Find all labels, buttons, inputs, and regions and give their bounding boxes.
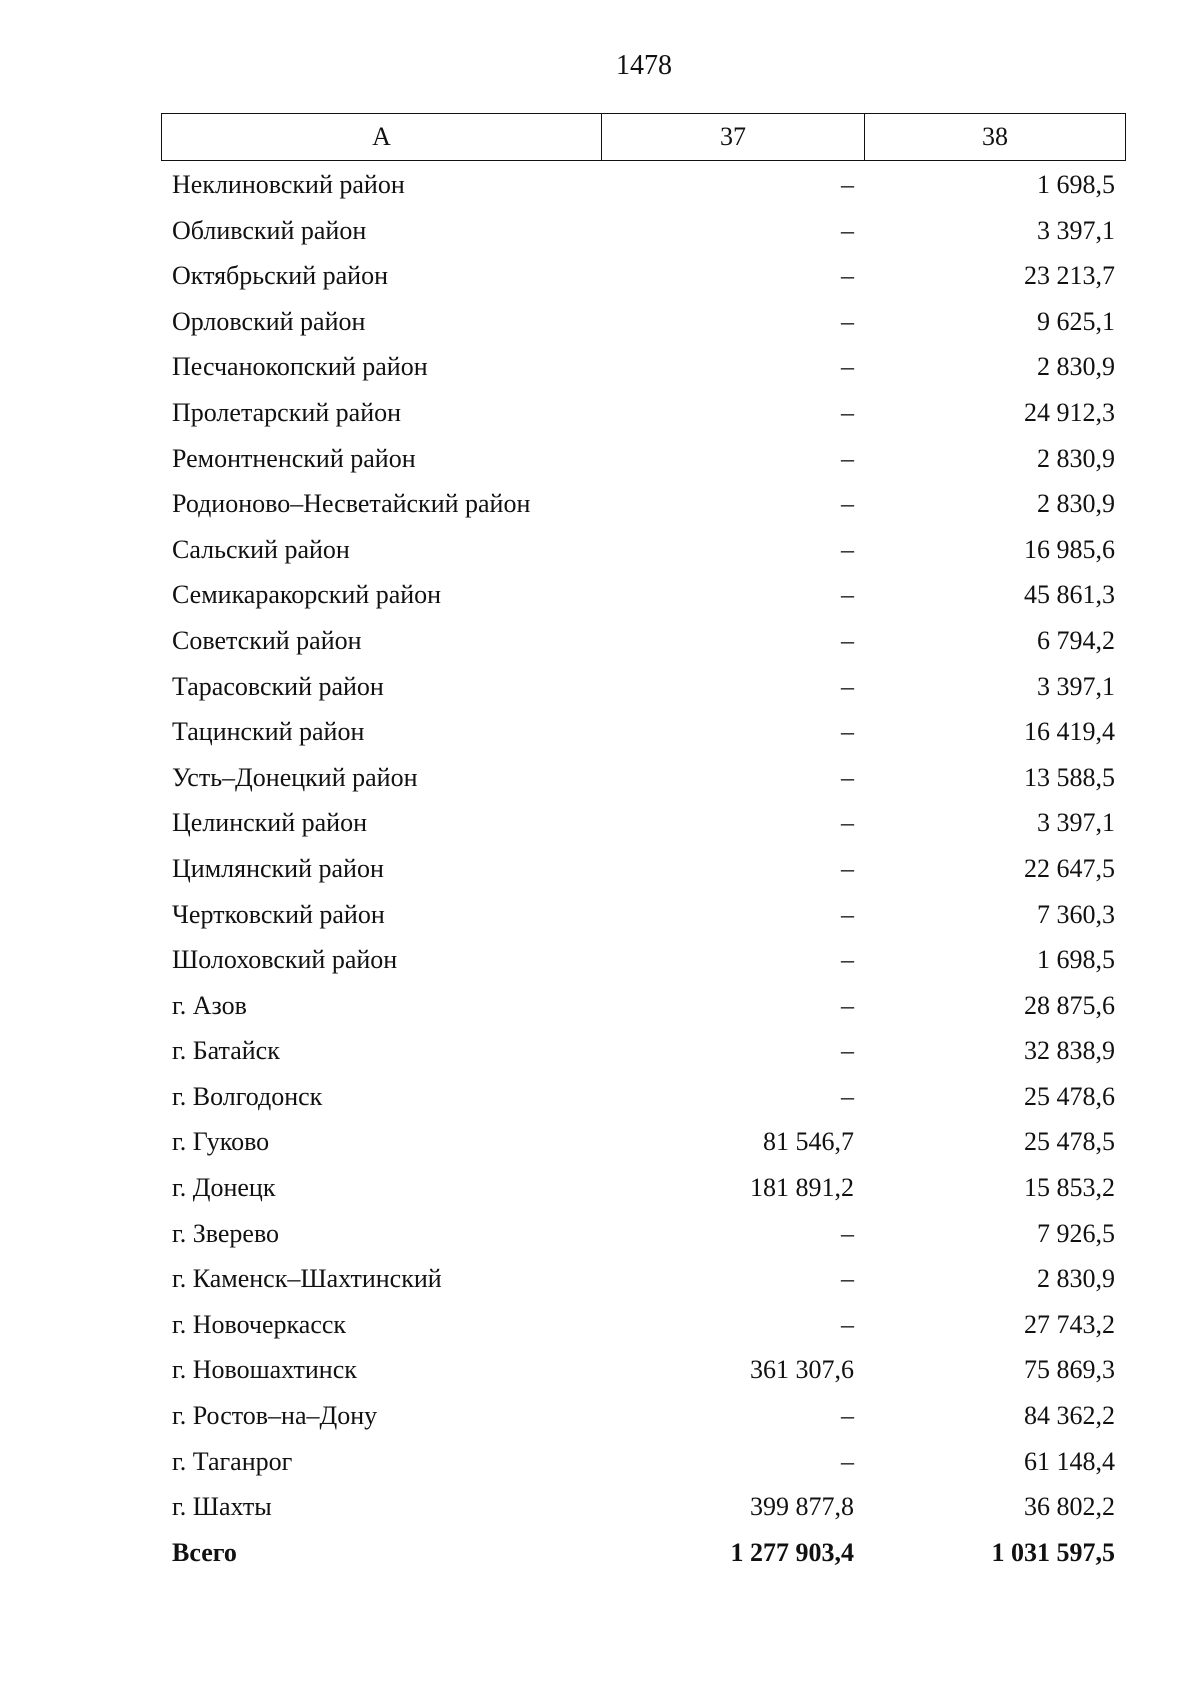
table-row	[161, 709, 1126, 755]
row-value-37: –	[841, 1036, 854, 1066]
row-value-37: –	[841, 306, 854, 336]
row-name: Сальский район	[172, 534, 350, 564]
row-value-38: 36 802,2	[1024, 1492, 1115, 1522]
row-value-37: –	[841, 1264, 854, 1294]
table-row	[161, 1484, 1126, 1530]
row-value-38: 61 148,4	[1024, 1446, 1115, 1476]
row-value-38: 9 625,1	[1037, 306, 1115, 336]
row-value-37: –	[841, 762, 854, 792]
row-name: г. Таганрог	[172, 1446, 293, 1476]
row-value-37: –	[841, 534, 854, 564]
row-value-37: –	[841, 443, 854, 473]
row-value-37: 181 891,2	[750, 1173, 854, 1203]
column-header-38: 38	[982, 122, 1008, 151]
table-row	[161, 344, 1126, 390]
row-value-38: 2 830,9	[1037, 1264, 1115, 1294]
row-value-37: –	[841, 170, 854, 199]
row-value-37: –	[841, 899, 854, 929]
row-value-37: –	[841, 489, 854, 519]
table-row	[161, 299, 1126, 345]
table-row	[161, 755, 1126, 801]
table-row	[161, 1347, 1126, 1393]
total-label: Всего	[172, 1537, 237, 1567]
table-row	[161, 1119, 1126, 1165]
row-name: г. Гуково	[172, 1127, 270, 1157]
row-value-38: 3 397,1	[1037, 215, 1115, 245]
row-value-38: 75 869,3	[1024, 1355, 1115, 1385]
table-row	[161, 481, 1126, 527]
table-header	[161, 113, 1126, 161]
row-name: Неклиновский район	[172, 170, 405, 199]
table-row	[161, 983, 1126, 1029]
table-body	[161, 162, 1126, 1575]
row-value-37: –	[841, 352, 854, 382]
row-value-37: –	[841, 808, 854, 838]
row-name: г. Шахты	[172, 1492, 272, 1522]
row-name: Песчанокопский район	[172, 352, 428, 382]
row-value-38: 24 912,3	[1024, 397, 1115, 427]
row-name: Шолоховский район	[172, 945, 398, 975]
row-value-38: 27 743,2	[1024, 1309, 1115, 1339]
row-value-37: 399 877,8	[750, 1492, 854, 1522]
row-value-38: 3 397,1	[1037, 671, 1115, 701]
row-name: Усть–Донецкий район	[172, 762, 418, 792]
row-name: Тарасовский район	[172, 671, 384, 701]
row-value-38: 2 830,9	[1037, 489, 1115, 519]
row-name: Обливский район	[172, 215, 367, 245]
table-row	[161, 1393, 1126, 1439]
row-value-38: 25 478,6	[1024, 1081, 1115, 1111]
row-name: Октябрьский район	[172, 261, 388, 291]
row-value-38: 2 830,9	[1037, 443, 1115, 473]
row-value-37: –	[841, 1218, 854, 1248]
row-name: Тацинский район	[172, 717, 365, 747]
table-row	[161, 208, 1126, 254]
row-name: г. Каменск–Шахтинский	[172, 1264, 442, 1294]
row-value-37: –	[841, 1081, 854, 1111]
row-name: г. Зверево	[172, 1218, 280, 1248]
row-value-37: 361 307,6	[750, 1355, 854, 1385]
row-value-38: 2 830,9	[1037, 352, 1115, 382]
table-row	[161, 253, 1126, 299]
row-value-38: 28 875,6	[1024, 990, 1115, 1020]
row-value-38: 15 853,2	[1024, 1173, 1115, 1203]
table-row	[161, 527, 1126, 573]
row-name: г. Новошахтинск	[172, 1355, 357, 1385]
table-row	[161, 162, 1126, 208]
row-value-38: 84 362,2	[1024, 1401, 1115, 1431]
column-header-37: 37	[602, 114, 865, 160]
row-value-38: 7 926,5	[1037, 1218, 1115, 1248]
table-row	[161, 436, 1126, 482]
row-value-37: –	[841, 580, 854, 610]
row-value-37: –	[841, 990, 854, 1020]
row-name: Пролетарский район	[172, 397, 402, 427]
row-value-38: 16 985,6	[1024, 534, 1115, 564]
page-number: 1478	[616, 50, 672, 81]
table-row	[161, 1028, 1126, 1074]
row-value-37: –	[841, 261, 854, 291]
row-value-38: 3 397,1	[1037, 808, 1115, 838]
row-name: Советский район	[172, 625, 362, 655]
row-name: г. Батайск	[172, 1036, 280, 1066]
row-name: г. Волгодонск	[172, 1081, 323, 1111]
row-value-38: 22 647,5	[1024, 853, 1115, 883]
column-header-a: А	[162, 114, 602, 160]
row-value-37: –	[841, 1309, 854, 1339]
row-name: Орловский район	[172, 306, 366, 336]
total-value-38: 1 031 597,5	[991, 1537, 1115, 1567]
row-name: Чертковский район	[172, 899, 385, 929]
row-value-37: –	[841, 1446, 854, 1476]
table-row	[161, 1211, 1126, 1257]
table-row	[161, 572, 1126, 618]
row-name: г. Донецк	[172, 1173, 276, 1203]
row-value-37: –	[841, 397, 854, 427]
row-value-38: 16 419,4	[1024, 717, 1115, 747]
row-value-38: 13 588,5	[1024, 762, 1115, 792]
total-value-37: 1 277 903,4	[730, 1537, 854, 1567]
row-value-38: 25 478,5	[1024, 1127, 1115, 1157]
row-name: г. Азов	[172, 990, 247, 1020]
row-value-37: –	[841, 215, 854, 245]
row-value-37: 81 546,7	[763, 1127, 854, 1157]
table-row	[161, 937, 1126, 983]
total-row	[161, 1530, 1126, 1576]
row-value-37: –	[841, 671, 854, 701]
row-value-37: –	[841, 717, 854, 747]
table-row	[161, 1165, 1126, 1211]
table-row	[161, 1074, 1126, 1120]
table-row	[161, 390, 1126, 436]
table-row	[161, 846, 1126, 892]
table-row	[161, 1302, 1126, 1348]
table-row	[161, 1256, 1126, 1302]
row-name: г. Новочеркасск	[172, 1309, 347, 1339]
row-value-38: 7 360,3	[1037, 899, 1115, 929]
row-value-37: –	[841, 1401, 854, 1431]
row-name: Родионово–Несветайский район	[172, 489, 531, 519]
row-name: Целинский район	[172, 808, 367, 838]
row-value-37: –	[841, 853, 854, 883]
row-name: Ремонтненский район	[172, 443, 416, 473]
row-value-38: 6 794,2	[1037, 625, 1115, 655]
table-row	[161, 1439, 1126, 1485]
table-row	[161, 800, 1126, 846]
row-value-37: –	[841, 625, 854, 655]
table-row	[161, 618, 1126, 664]
row-value-37: –	[841, 945, 854, 975]
row-value-38: 32 838,9	[1024, 1036, 1115, 1066]
table-row	[161, 664, 1126, 710]
row-name: Цимлянский район	[172, 853, 384, 883]
row-value-38: 1 698,5	[1037, 945, 1115, 975]
row-name: Семикаракорский район	[172, 580, 442, 610]
row-value-38: 23 213,7	[1024, 261, 1115, 291]
row-value-38: 45 861,3	[1024, 580, 1115, 610]
row-name: г. Ростов–на–Дону	[172, 1401, 378, 1431]
table-row	[161, 892, 1126, 938]
row-value-38: 1 698,5	[1037, 170, 1115, 199]
